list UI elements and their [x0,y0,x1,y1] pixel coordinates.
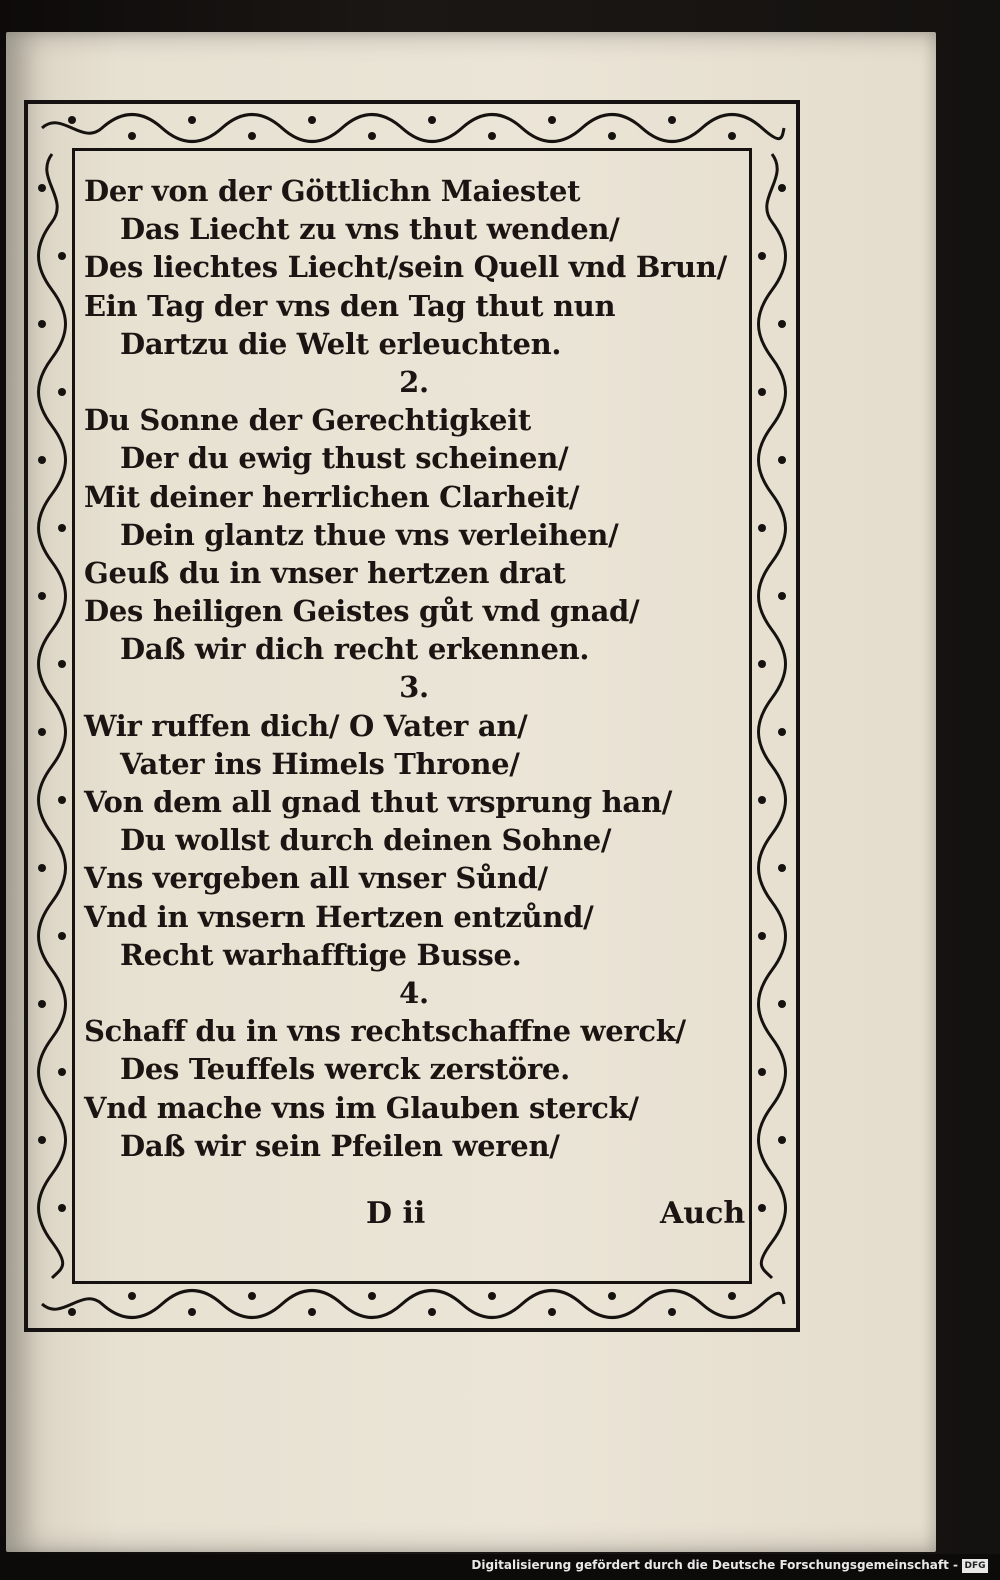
verse-line: Vnd mache vns im Glauben sterck/ [84,1090,639,1125]
verse-line: Daß wir dich recht erkennen. [120,632,590,667]
stanza-number: 4. [399,975,429,1010]
verse-line: Ein Tag der vns den Tag thut nun [84,288,616,323]
verse-line: Du Sonne der Gerechtigkeit [84,403,531,438]
digitization-footer [0,1554,1000,1580]
verse-line: Vns vergeben all vnser Sůnd/ [84,861,548,896]
ornament-band-top [32,108,792,148]
verse-line: Vnd in vnsern Hertzen entzůnd/ [84,899,594,934]
footer-credit: Digitalisierung gefördert durch die Deutsche Forschungsgemeinschaft - [471,1558,958,1572]
dfg-logo: DFG [962,1559,988,1573]
verse-line: Vater ins Himels Throne/ [120,746,520,781]
ornament-band-right [752,148,792,1284]
stanza-number: 2. [399,364,429,399]
verse-line: Dein glantz thue vns verleihen/ [120,517,619,552]
verse-line: Wir ruffen dich/ O Vater an/ [84,708,528,743]
verse-line: Von dem all gnad thut vrsprung han/ [84,785,672,819]
catchword: Auch [660,1196,746,1231]
verse-line: Daß wir sein Pfeilen weren/ [120,1128,560,1163]
stanza-number: 3. [399,670,429,705]
verse-line: Des Teuffels werck zerstöre. [120,1052,570,1087]
ornament-band-left [32,148,72,1284]
verse-line: Des heiligen Geistes gůt vnd gnad/ [84,594,640,629]
verse-line: Das Liecht zu vns thut wenden/ [120,212,620,247]
verse-line: Du wollst durch deinen Sohne/ [120,823,612,858]
verse-line: Des liechtes Liecht/sein Quell vnd Brun/ [84,250,727,285]
verse-line: Dartzu die Welt erleuchten. [120,326,562,361]
verse-line: Mit deiner herrlichen Clarheit/ [84,479,580,514]
verse-line: Der du ewig thust scheinen/ [120,441,569,476]
signature-mark: D ii [366,1196,426,1231]
ornament-band-bottom [32,1284,792,1324]
verse-line: Recht warhafftige Busse. [120,937,522,972]
verse-line: Schaff du in vns rechtschaffne werck/ [84,1014,686,1049]
hymn-text [84,172,727,1165]
verse-line: Der von der Göttlichn Maiestet [84,174,581,208]
verse-line: Geuß du in vnser hertzen drat [84,555,566,590]
